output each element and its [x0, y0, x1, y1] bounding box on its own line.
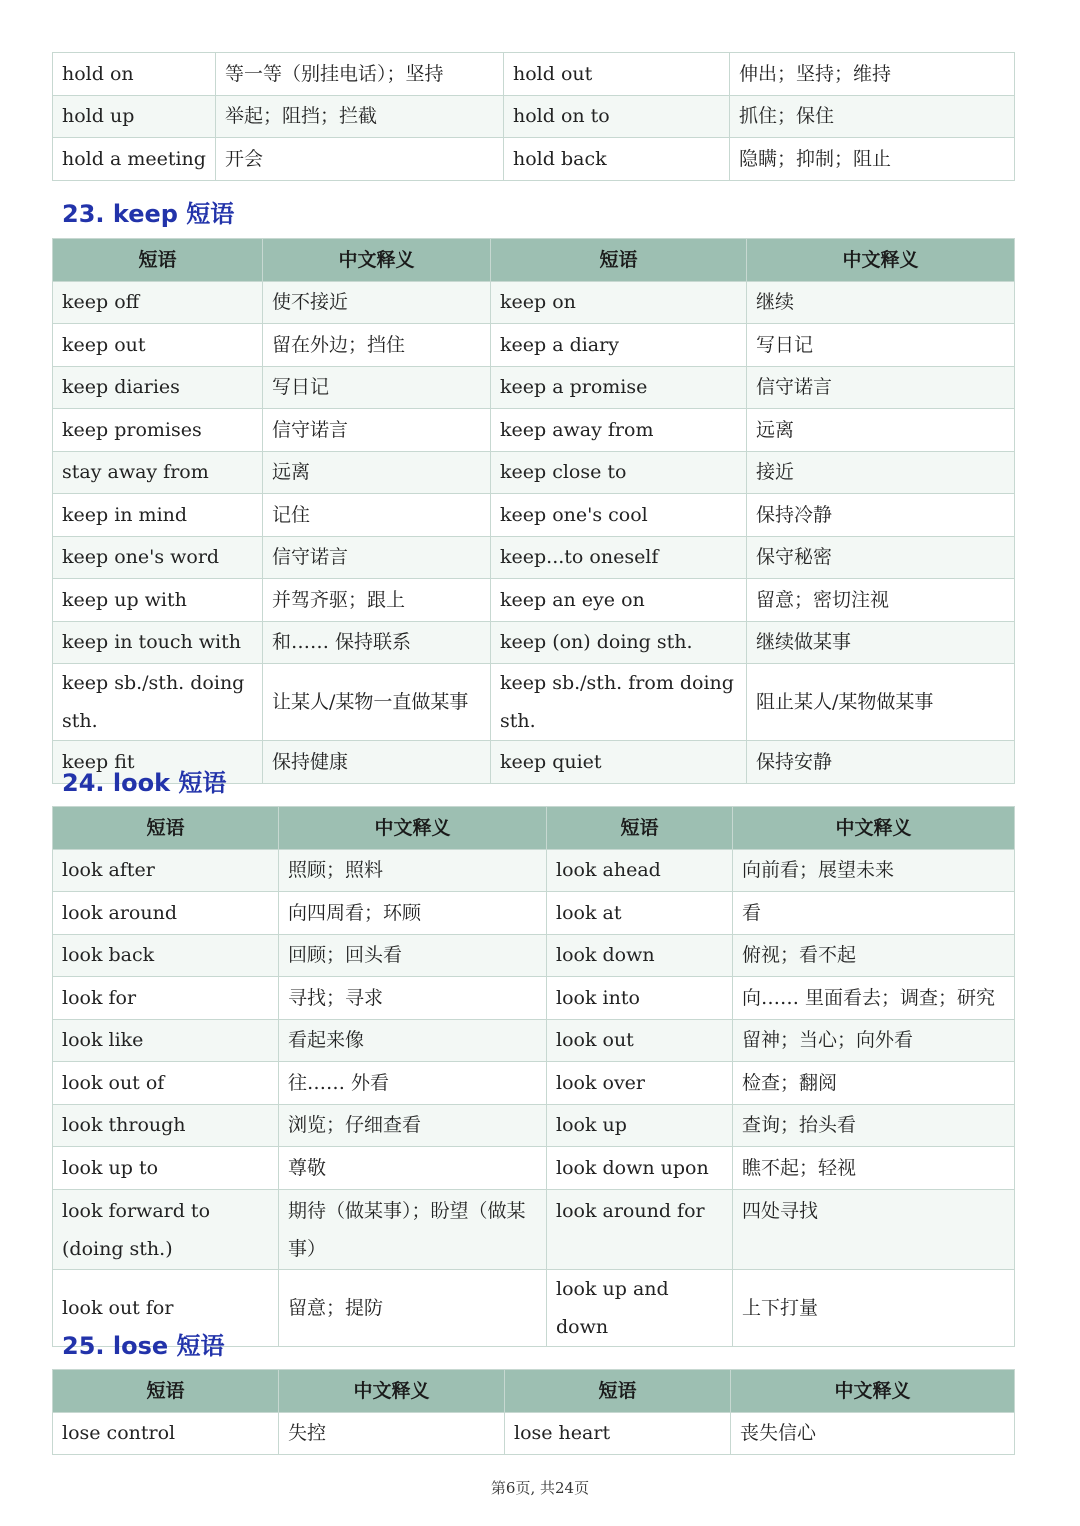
meaning-cell: 信守诺言: [747, 366, 1015, 409]
meaning-cell: 向前看；展望未来: [733, 849, 1015, 892]
table-row: [53, 53, 1015, 96]
meaning-cell: 检查；翻阅: [733, 1062, 1015, 1105]
phrase-cell: look at: [547, 892, 733, 935]
phrase-cell: look out for: [53, 1269, 279, 1346]
meaning-cell: 失控: [279, 1412, 505, 1455]
column-header: 中文释义: [733, 807, 1015, 850]
table-row: [53, 664, 1015, 741]
column-header: 短语: [505, 1370, 731, 1413]
phrase-cell: stay away from: [53, 451, 263, 494]
phrase-cell: look out of: [53, 1062, 279, 1105]
phrase-cell: keep away from: [491, 409, 747, 452]
phrase-cell: keep in mind: [53, 494, 263, 537]
phrase-cell: look like: [53, 1019, 279, 1062]
meaning-cell: 丧失信心: [731, 1412, 1015, 1455]
meaning-cell: 伸出；坚持；维持: [730, 53, 1015, 96]
phrase-cell: look around for: [547, 1189, 733, 1269]
column-header: 中文释义: [279, 1370, 505, 1413]
column-header: 短语: [491, 239, 747, 282]
meaning-cell: 保持安静: [747, 741, 1015, 784]
table-row: [53, 366, 1015, 409]
section-title-look: 24. look 短语: [62, 769, 227, 797]
table-row: [53, 849, 1015, 892]
table-row: [53, 494, 1015, 537]
table-row: [53, 892, 1015, 935]
phrase-cell: keep up with: [53, 579, 263, 622]
meaning-cell: 隐瞒；抑制；阻止: [730, 138, 1015, 181]
meaning-cell: 寻找；寻求: [279, 977, 547, 1020]
phrase-cell: keep diaries: [53, 366, 263, 409]
table-row: [53, 1104, 1015, 1147]
phrase-cell: look ahead: [547, 849, 733, 892]
meaning-cell: 远离: [747, 409, 1015, 452]
phrase-cell: look up and down: [547, 1269, 733, 1346]
meaning-cell: 上下打量: [733, 1269, 1015, 1346]
table-row: [53, 536, 1015, 579]
phrase-cell: hold out: [504, 53, 730, 96]
meaning-cell: 尊敬: [279, 1147, 547, 1190]
meaning-cell: 浏览；仔细查看: [279, 1104, 547, 1147]
meaning-cell: 留意；提防: [279, 1269, 547, 1346]
meaning-cell: 俯视；看不起: [733, 934, 1015, 977]
section-title-keep: 23. keep 短语: [62, 200, 235, 228]
meaning-cell: 保持健康: [263, 741, 491, 784]
column-header: 短语: [53, 807, 279, 850]
column-header: 中文释义: [731, 1370, 1015, 1413]
meaning-cell: 向四周看；环顾: [279, 892, 547, 935]
meaning-cell: 四处寻找: [733, 1189, 1015, 1269]
phrase-cell: hold back: [504, 138, 730, 181]
phrase-cell: look up to: [53, 1147, 279, 1190]
phrase-cell: keep out: [53, 324, 263, 367]
meaning-cell: 瞧不起；轻视: [733, 1147, 1015, 1190]
meaning-cell: 回顾；回头看: [279, 934, 547, 977]
meaning-cell: 写日记: [747, 324, 1015, 367]
meaning-cell: 让某人/某物一直做某事: [263, 664, 491, 741]
meaning-cell: 信守诺言: [263, 409, 491, 452]
table-row: [53, 324, 1015, 367]
phrase-cell: keep off: [53, 281, 263, 324]
phrase-cell: hold on to: [504, 95, 730, 138]
meaning-cell: 留神；当心；向外看: [733, 1019, 1015, 1062]
meaning-cell: 并驾齐驱；跟上: [263, 579, 491, 622]
meaning-cell: 保持冷静: [747, 494, 1015, 537]
phrase-cell: hold up: [53, 95, 216, 138]
phrase-cell: look down upon: [547, 1147, 733, 1190]
meaning-cell: 留在外边；挡住: [263, 324, 491, 367]
table-row: [53, 1062, 1015, 1105]
meaning-cell: 抓住；保住: [730, 95, 1015, 138]
meaning-cell: 举起；阻挡；拦截: [216, 95, 504, 138]
phrase-cell: keep (on) doing sth.: [491, 621, 747, 664]
table-row: [53, 621, 1015, 664]
phrase-cell: look out: [547, 1019, 733, 1062]
meaning-cell: 继续: [747, 281, 1015, 324]
lose-phrase-table: [52, 1369, 1015, 1455]
section-title-lose: 25. lose 短语: [62, 1332, 225, 1360]
table-row: [53, 579, 1015, 622]
phrase-cell: hold a meeting: [53, 138, 216, 181]
table-row: [53, 281, 1015, 324]
meaning-cell: 往…… 外看: [279, 1062, 547, 1105]
meaning-cell: 向…… 里面看去；调查；研究: [733, 977, 1015, 1020]
table-header-row: [53, 239, 1015, 282]
phrase-cell: lose control: [53, 1412, 279, 1455]
meaning-cell: 使不接近: [263, 281, 491, 324]
meaning-cell: 查询；抬头看: [733, 1104, 1015, 1147]
phrase-cell: keep fit: [53, 741, 263, 784]
meaning-cell: 阻止某人/某物做某事: [747, 664, 1015, 741]
phrase-cell: look over: [547, 1062, 733, 1105]
phrase-cell: keep a promise: [491, 366, 747, 409]
phrase-cell: keep promises: [53, 409, 263, 452]
meaning-cell: 开会: [216, 138, 504, 181]
column-header: 短语: [53, 1370, 279, 1413]
phrase-cell: keep quiet: [491, 741, 747, 784]
table-row: [53, 451, 1015, 494]
phrase-cell: keep sb./sth. doing sth.: [53, 664, 263, 741]
phrase-cell: look for: [53, 977, 279, 1020]
meaning-cell: 等一等（别挂电话）；坚持: [216, 53, 504, 96]
phrase-cell: keep close to: [491, 451, 747, 494]
phrase-cell: keep a diary: [491, 324, 747, 367]
phrase-cell: look into: [547, 977, 733, 1020]
column-header: 中文释义: [747, 239, 1015, 282]
phrase-cell: keep one's word: [53, 536, 263, 579]
meaning-cell: 继续做某事: [747, 621, 1015, 664]
meaning-cell: 和…… 保持联系: [263, 621, 491, 664]
meaning-cell: 保守秘密: [747, 536, 1015, 579]
table-row: [53, 409, 1015, 452]
column-header: 短语: [53, 239, 263, 282]
meaning-cell: 远离: [263, 451, 491, 494]
table-header-row: [53, 1370, 1015, 1413]
look-phrase-table: [52, 806, 1015, 1347]
table-row: [53, 138, 1015, 181]
table-row: [53, 1019, 1015, 1062]
meaning-cell: 接近: [747, 451, 1015, 494]
meaning-cell: 看起来像: [279, 1019, 547, 1062]
phrase-cell: look forward to (doing sth.): [53, 1189, 279, 1269]
table-row: [53, 1147, 1015, 1190]
phrase-cell: keep an eye on: [491, 579, 747, 622]
column-header: 短语: [547, 807, 733, 850]
page-number: 第6页, 共24页: [490, 1479, 590, 1497]
column-header: 中文释义: [263, 239, 491, 282]
keep-phrase-table: [52, 238, 1015, 784]
phrase-cell: lose heart: [505, 1412, 731, 1455]
phrase-cell: look around: [53, 892, 279, 935]
table-row: [53, 1189, 1015, 1269]
meaning-cell: 期待（做某事）；盼望（做某事）: [279, 1189, 547, 1269]
phrase-cell: look through: [53, 1104, 279, 1147]
meaning-cell: 信守诺言: [263, 536, 491, 579]
meaning-cell: 照顾；照料: [279, 849, 547, 892]
phrase-cell: keep one's cool: [491, 494, 747, 537]
table-row: [53, 1412, 1015, 1455]
meaning-cell: 留意；密切注视: [747, 579, 1015, 622]
phrase-cell: look down: [547, 934, 733, 977]
phrase-cell: keep on: [491, 281, 747, 324]
phrase-cell: look after: [53, 849, 279, 892]
phrase-cell: keep in touch with: [53, 621, 263, 664]
table-row: [53, 95, 1015, 138]
phrase-cell: hold on: [53, 53, 216, 96]
table-row: [53, 977, 1015, 1020]
column-header: 中文释义: [279, 807, 547, 850]
phrase-cell: keep...to oneself: [491, 536, 747, 579]
hold-phrase-table: [52, 52, 1015, 181]
phrase-cell: look up: [547, 1104, 733, 1147]
meaning-cell: 记住: [263, 494, 491, 537]
phrase-cell: keep sb./sth. from doing sth.: [491, 664, 747, 741]
table-row: [53, 934, 1015, 977]
table-header-row: [53, 807, 1015, 850]
meaning-cell: 写日记: [263, 366, 491, 409]
phrase-cell: look back: [53, 934, 279, 977]
meaning-cell: 看: [733, 892, 1015, 935]
